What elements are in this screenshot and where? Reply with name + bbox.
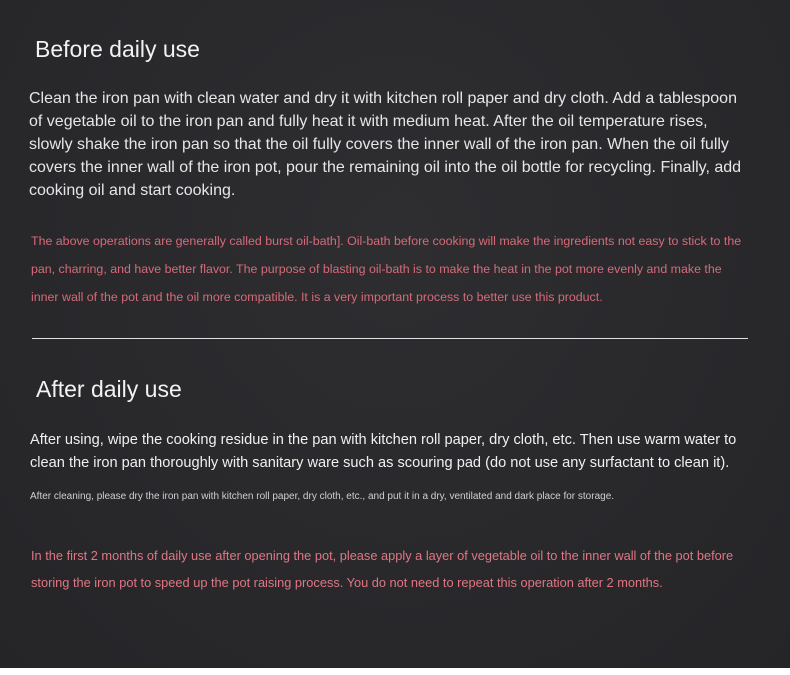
storage-note: After cleaning, please dry the iron pan with kitchen roll paper, dry cloth, etc., and put it in a dry, ventilated and dark place for storage. [30,491,615,502]
pot-raising-note: In the first 2 months of daily use after opening the pot, please apply a layer of vegetable oil to the inner wall of the pot before storing the iron pot to speed up the pot raising process. You do not need to repeat this operation after 2 months. [31,548,734,590]
bottom-margin [0,668,790,675]
before-use-heading: Before daily use [35,36,200,62]
section-divider [32,338,748,339]
after-use-heading: After daily use [36,376,182,402]
before-use-text: Clean the iron pan with clean water and dry it with kitchen roll paper and dry cloth. Add a tablespoon of vegetable oil to the iron pan and fully heat it with medium heat. After the oil temperature rises, slowly shake the iron pan so that the oil fully covers the inner wall of the iron pan. When the oil fully covers the inner wall of the iron pot, pour the remaining oil into the oil bottle for recycling. Finally, add cooking oil and start cooking. [29,90,742,199]
oil-bath-note: The above operations are generally called burst oil-bath]. Oil-bath before cooking will make the ingredients not easy to stick to the pan, charring, and have better flavor. The purpose of blasting oil-bath is to make the heat in the pot more evenly and make the inner wall of the pot and the oil more compatible. It is a very important process to better use this product. [31,234,742,304]
after-use-text: After using, wipe the cooking residue in the pan with kitchen roll paper, dry cloth, etc. Then use warm water to clean the iron pan thoroughly with sanitary ware such as scouring pad (do not use any surfactant to clean it). [30,432,737,471]
